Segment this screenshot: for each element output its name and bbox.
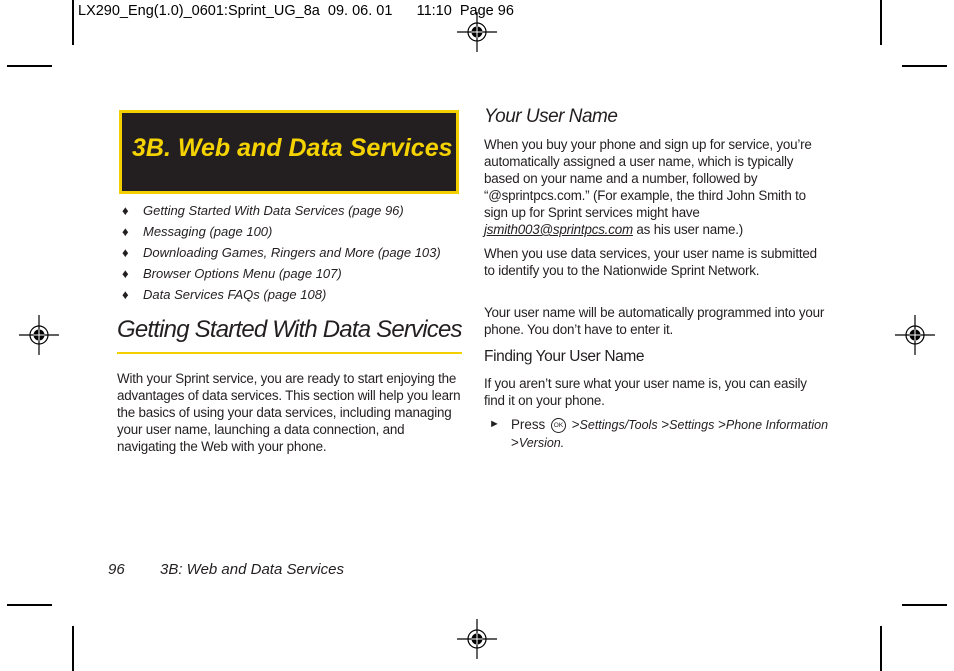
list-item — [122, 285, 462, 306]
chapter-contents-list — [122, 201, 462, 306]
crop-mark-bl-horizontal — [7, 604, 52, 606]
menu-path-version: Version. — [518, 436, 565, 450]
section-intro: With your Sprint service, you are ready to start enjoying the advantages of data services. This section will help you learn the basics of using your data services, including managing your user name, launching a data connection, and navigating the Web with your phone. — [117, 371, 461, 454]
list-item — [122, 264, 462, 285]
menu-path-settings-tools: Settings/Tools — [579, 418, 658, 432]
finding-user-name-heading: Finding Your User Name — [484, 348, 645, 365]
example-email-link: jsmith003@sprintpcs.com — [484, 222, 633, 237]
slug-file: LX290_Eng(1.0)_0601:Sprint_UG_8a — [78, 3, 320, 19]
menu-separator: > — [661, 417, 670, 432]
menu-path-phone-information: Phone Information — [725, 418, 829, 432]
diamond-bullet-icon: ♦ — [122, 266, 129, 281]
toc-item-label: Downloading Games, Ringers and More (page 103) — [143, 245, 441, 260]
list-item — [122, 201, 462, 222]
press-label: Press — [511, 417, 546, 432]
slug-date: 09. 06. 01 — [327, 3, 393, 19]
crop-mark-tl-vertical — [72, 0, 74, 45]
diamond-bullet-icon: ♦ — [122, 245, 129, 260]
registration-mark-right-icon — [895, 315, 935, 355]
crop-mark-br-vertical — [880, 626, 882, 671]
chapter-title-box — [119, 110, 459, 194]
crop-mark-tr-vertical — [880, 0, 882, 45]
toc-item-label: Data Services FAQs (page 108) — [143, 287, 327, 302]
user-name-paragraph-3: Your user name will be automatically programmed into your phone. You don’t have to enter it. — [484, 305, 825, 337]
step-arrow-icon: ► — [489, 418, 500, 430]
menu-separator: > — [718, 417, 726, 432]
user-name-paragraph-1 — [484, 136, 829, 238]
diamond-bullet-icon: ♦ — [122, 203, 129, 218]
section-title-rule — [117, 352, 462, 354]
user-name-p1-text-end: as his user name.) — [632, 222, 743, 237]
printer-slug — [78, 3, 514, 19]
ok-key-icon: OK — [551, 418, 566, 433]
user-name-heading: Your User Name — [484, 106, 618, 127]
crop-mark-br-horizontal — [902, 604, 947, 606]
slug-page: Page 96 — [459, 3, 514, 19]
registration-mark-bottom-icon — [457, 619, 497, 659]
user-name-paragraph-2: When you use data services, your user name is submitted to identify you to the Nationwide Sprint Network. — [484, 246, 817, 278]
menu-separator: > — [571, 417, 580, 432]
diamond-bullet-icon: ♦ — [122, 287, 129, 302]
list-item — [122, 243, 462, 264]
registration-mark-left-icon — [19, 315, 59, 355]
step-text — [511, 416, 829, 452]
toc-item-label: Browser Options Menu (page 107) — [143, 266, 342, 281]
menu-separator: > — [511, 435, 519, 450]
slug-time: 11:10 — [416, 3, 452, 19]
running-footer-title: 3B: Web and Data Services — [160, 561, 344, 578]
page-number: 96 — [108, 561, 125, 578]
crop-mark-bl-vertical — [72, 626, 74, 671]
finding-user-name-paragraph: If you aren’t sure what your user name is, you can easily find it on your phone. — [484, 376, 807, 408]
toc-item-label: Getting Started With Data Services (page 96) — [143, 203, 404, 218]
section-title: Getting Started With Data Services — [117, 316, 462, 343]
user-name-p1-text: When you buy your phone and sign up for service, you’re automatically assigned a user name, which is typically based on your name and a number, followed by “@sprintpcs.com.” (For example, the third John Smith to sign up for Sprint services might have — [484, 137, 812, 220]
crop-mark-tl-horizontal — [7, 65, 52, 67]
chapter-title: 3B. Web and Data Services — [132, 134, 453, 162]
crop-mark-tr-horizontal — [902, 65, 947, 67]
list-item — [122, 222, 462, 243]
diamond-bullet-icon: ♦ — [122, 224, 129, 239]
toc-item-label: Messaging (page 100) — [143, 224, 273, 239]
menu-path-settings: Settings — [669, 418, 715, 432]
